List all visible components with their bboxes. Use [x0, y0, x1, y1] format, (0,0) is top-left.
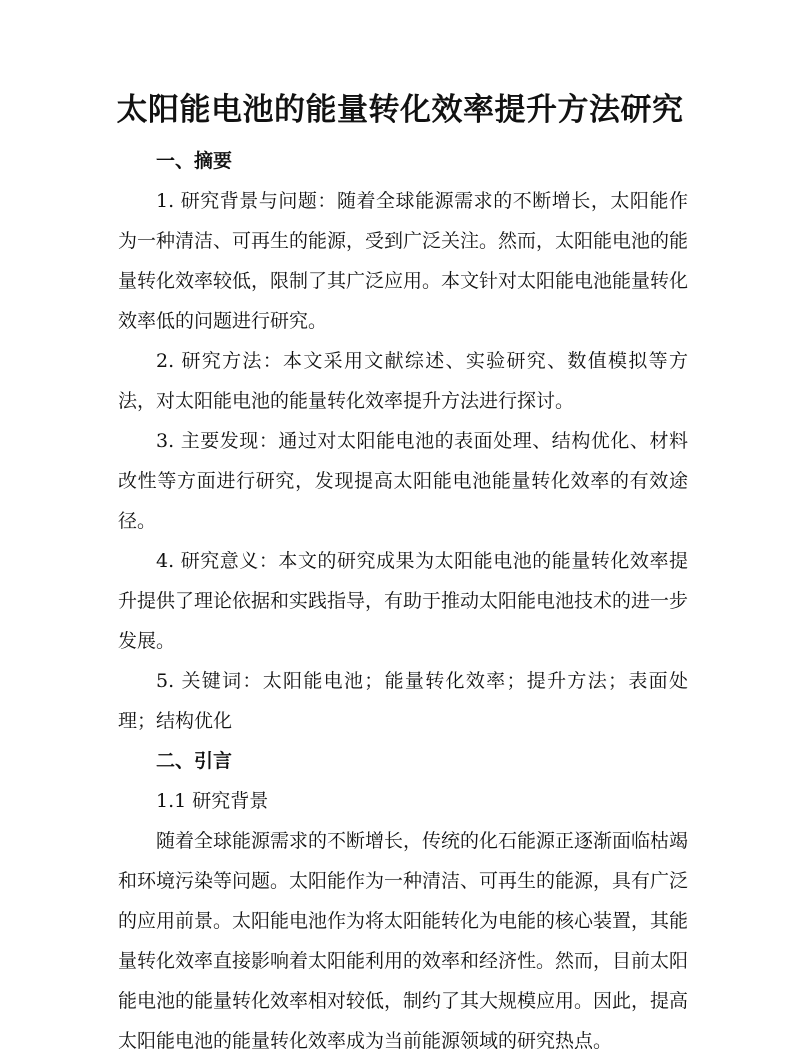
abstract-item-significance: 4. 研究意义：本文的研究成果为太阳能电池的能量转化效率提升提供了理论依据和实践指导，有助于推动太阳能电池技术的进一步发展。: [118, 550, 689, 652]
section-heading-introduction: 二、引言: [156, 750, 233, 772]
introduction-paragraph: 随着全球能源需求的不断增长，传统的化石能源正逐渐面临枯竭和环境污染等问题。太阳能作为一种清洁、可再生的能源，具有广泛的应用前景。太阳能电池作为将太阳能转化为电能的核心装置，其能量转化效率直接影响着太阳能利用的效率和经济性。然而，目前太阳能电池的能量转化效率相对较低，制约了其大规模应用。因此，提高太阳能电池的能量转化效率成为当前能源领域的研究热点。: [118, 830, 689, 1052]
abstract-item-background: 1. 研究背景与问题：随着全球能源需求的不断增长，太阳能作为一种清洁、可再生的能源，受到广泛关注。然而，太阳能电池的能量转化效率较低，限制了其广泛应用。本文针对太阳能电池能量转化效率低的问题进行研究。: [118, 190, 689, 332]
document-body: [118, 141, 688, 1061]
abstract-item-findings: 3. 主要发现：通过对太阳能电池的表面处理、结构优化、材料改性等方面进行研究，发现提高太阳能电池能量转化效率的有效途径。: [118, 430, 688, 532]
section-heading-abstract: 一、摘要: [156, 150, 233, 172]
abstract-item-keywords: 5. 关键词：太阳能电池；能量转化效率；提升方法；表面处理；结构优化: [118, 670, 688, 732]
document-title: 太阳能电池的能量转化效率提升方法研究: [116, 92, 684, 128]
subsection-heading-background: 1.1 研究背景: [156, 790, 269, 812]
abstract-item-methods: 2. 研究方法：本文采用文献综述、实验研究、数值模拟等方法，对太阳能电池的能量转化效率提升方法进行探讨。: [118, 350, 688, 412]
